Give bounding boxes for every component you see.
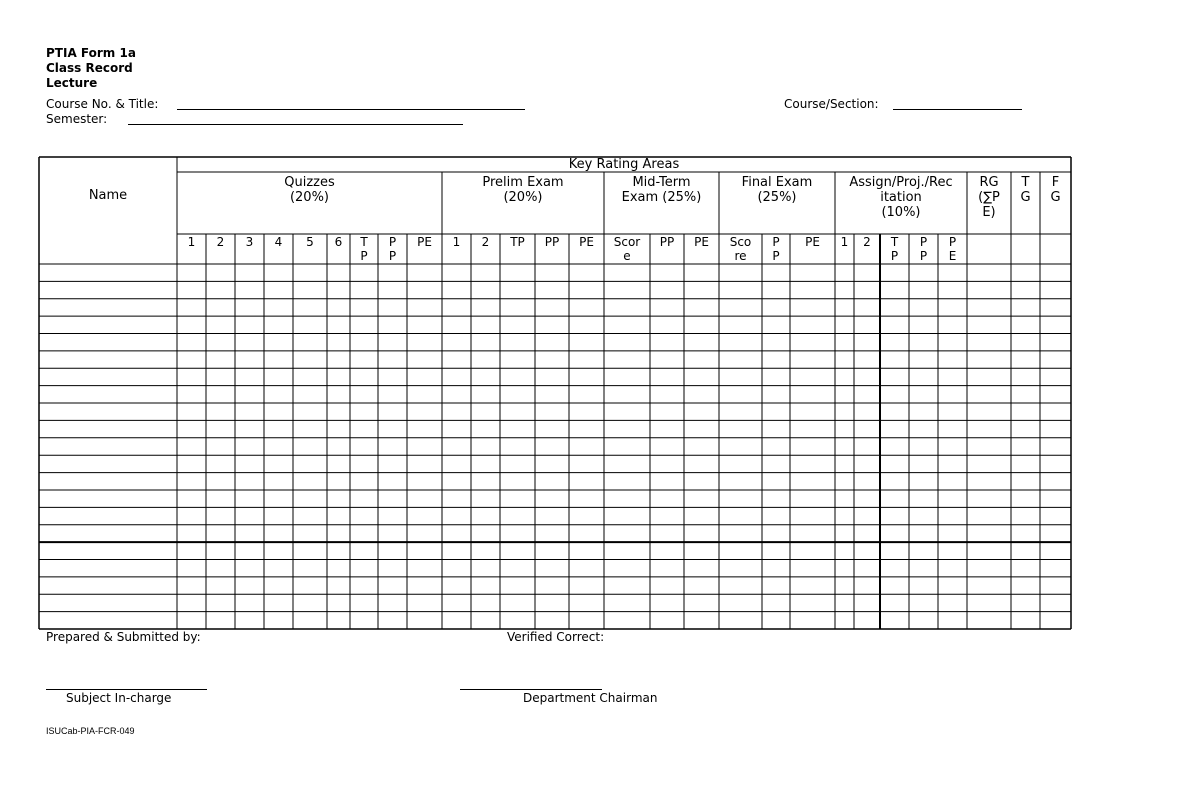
subject-signature-line[interactable]: [46, 689, 207, 690]
subcolumn-header: P: [772, 249, 780, 263]
subcolumn-header: TP: [510, 235, 525, 249]
subcolumn-header: E: [948, 249, 957, 263]
subcolumn-header: 4: [274, 235, 283, 249]
subcolumn-header: PE: [694, 235, 709, 249]
group-header-tg: G: [1020, 190, 1031, 205]
group-header-fg: G: [1050, 190, 1061, 205]
group-header-rg: RG: [979, 175, 999, 190]
subcolumn-header: P: [919, 235, 928, 249]
group-header-quizzes: (20%): [289, 190, 330, 205]
subcolumn-header: 1: [187, 235, 196, 249]
course-label: Course No. & Title:: [46, 97, 159, 111]
prepared-label: Prepared & Submitted by:: [46, 630, 201, 644]
group-header-prelim: Prelim Exam: [482, 175, 564, 190]
verified-label: Verified Correct:: [507, 630, 605, 644]
key-rating-header: Key Rating Areas: [568, 157, 680, 172]
group-header-fg: F: [1051, 175, 1060, 190]
subcolumn-header: 1: [452, 235, 461, 249]
chairman-signature-line[interactable]: [460, 689, 602, 690]
group-header-final: Final Exam: [741, 175, 813, 190]
subcolumn-header: P: [388, 235, 397, 249]
group-header-prelim: (20%): [503, 190, 543, 205]
form-type: Lecture: [46, 76, 98, 90]
form-code: ISUCab-PIA-FCR-049: [46, 726, 135, 736]
semester-label: Semester:: [46, 112, 108, 126]
form-subtitle: Class Record: [46, 61, 133, 75]
subcolumn-header: PE: [417, 235, 432, 249]
group-header-tg: T: [1021, 175, 1030, 190]
subcolumn-header: 6: [334, 235, 343, 249]
group-header-assign: (10%): [881, 205, 921, 220]
group-header-rg: (∑P: [978, 190, 1000, 205]
subcolumn-header: 1: [840, 235, 849, 249]
subcolumn-header: e: [623, 249, 631, 263]
subcolumn-header: PE: [805, 235, 820, 249]
subcolumn-header: P: [919, 249, 928, 263]
subcolumn-header: 5: [306, 235, 314, 249]
subcolumn-header: P: [772, 235, 780, 249]
subcolumn-header: Sco: [729, 235, 752, 249]
group-header-final: (25%): [757, 190, 797, 205]
group-header-assign: Assign/Proj./Rec: [849, 175, 953, 190]
subcolumn-header: 2: [481, 235, 490, 249]
subcolumn-header: T: [360, 235, 368, 249]
form-title: PTIA Form 1a: [46, 46, 136, 60]
subcolumn-header: P: [890, 249, 899, 263]
subcolumn-header: 3: [245, 235, 254, 249]
subcolumn-header: 2: [216, 235, 225, 249]
subcolumn-header: P: [388, 249, 397, 263]
subcolumn-header: re: [734, 249, 747, 263]
group-header-midterm: Mid-Term: [632, 175, 691, 190]
subject-incharge-label: Subject In-charge: [66, 691, 172, 705]
group-header-rg: E): [982, 205, 996, 220]
subcolumn-header: 2: [863, 235, 871, 249]
group-header-assign: itation: [880, 190, 922, 205]
subcolumn-header: T: [890, 235, 899, 249]
subcolumn-header: PE: [579, 235, 594, 249]
group-header-quizzes: Quizzes: [284, 175, 335, 190]
subcolumn-header: P: [948, 235, 957, 249]
group-header-midterm: Exam (25%): [621, 190, 702, 205]
subcolumn-header: Scor: [613, 235, 641, 249]
department-chairman-label: Department Chairman: [523, 691, 658, 705]
subcolumn-header: PP: [544, 235, 560, 249]
subcolumn-header: PP: [659, 235, 675, 249]
name-header: Name: [88, 188, 128, 203]
subcolumn-header: P: [360, 249, 368, 263]
section-label: Course/Section:: [784, 97, 879, 111]
